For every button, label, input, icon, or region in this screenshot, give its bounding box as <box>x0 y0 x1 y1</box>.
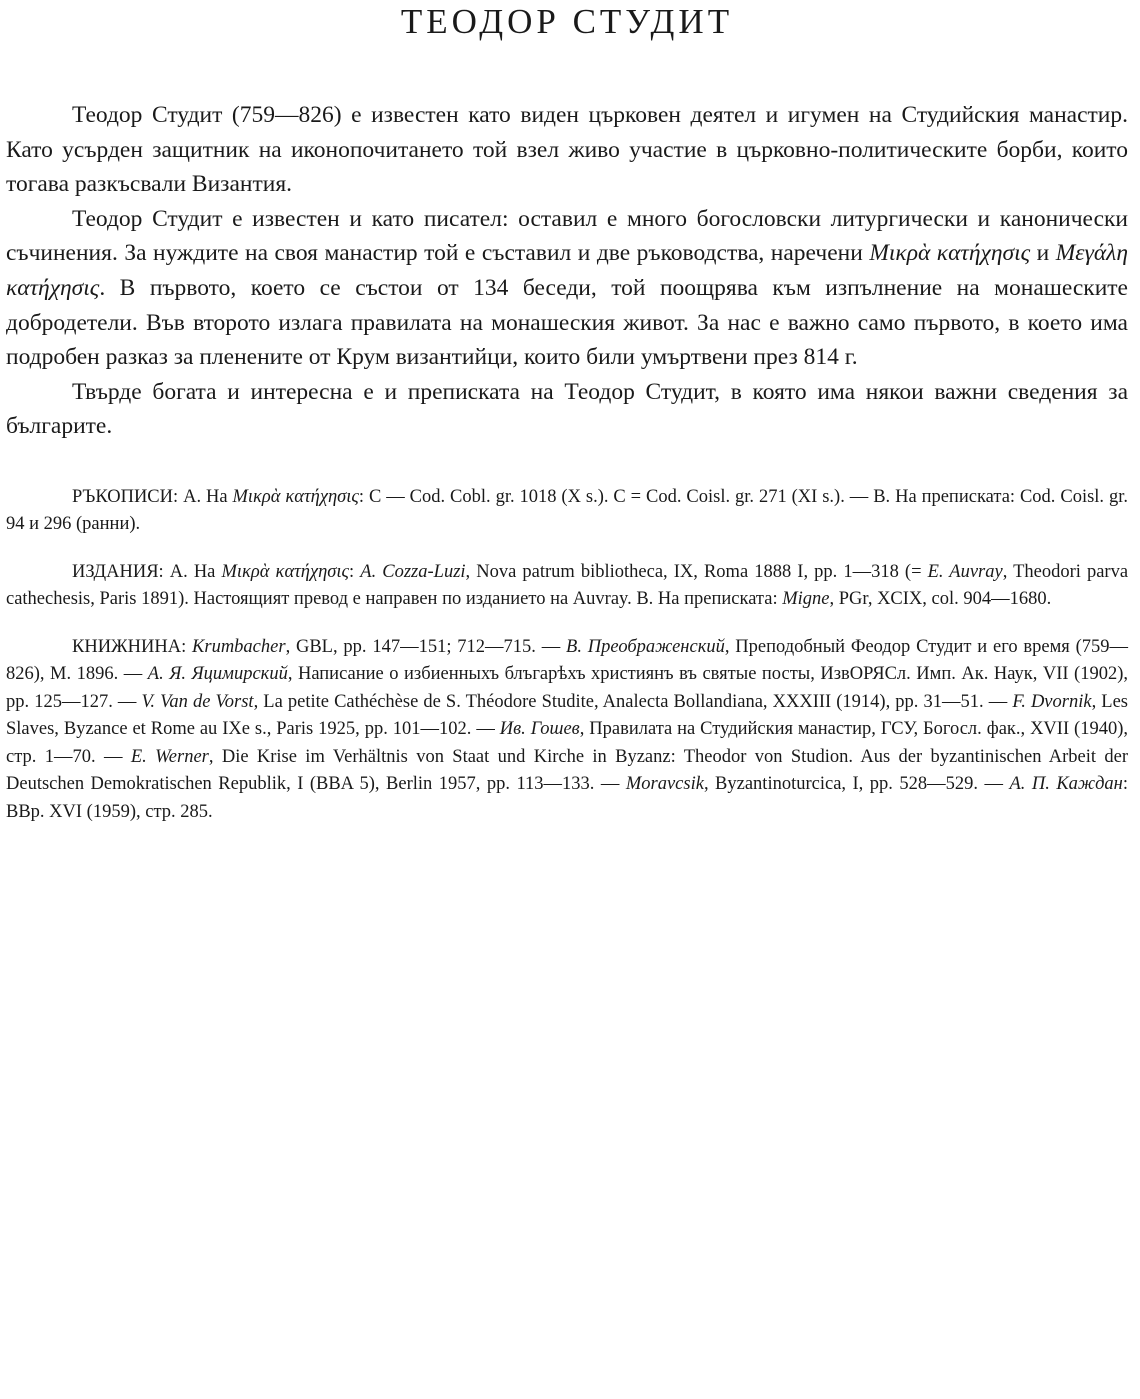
entry-text: , GBL, pp. 147—151; 712—715. — <box>285 636 567 657</box>
greek-title: Μεγάλη κατήχησις <box>6 240 1129 301</box>
author-name: В. Преображенский <box>566 636 725 657</box>
author-name: А. Я. Яцимирский <box>147 664 288 685</box>
entry-text: : C — Cod. Cobl. gr. 1018 (X s.). C = Cod. Coisl. gr. 271 (XI s.). — B. На преписката: Cod. Coisl. gr. 94 и 296 (ранни). <box>6 486 1128 535</box>
entry-text: , PGr, XCIX, col. 904—1680. <box>829 589 1052 610</box>
author-name: А. П. Каждан <box>1009 774 1123 795</box>
paragraph-text: . В първото, което се състои от 134 беседи, той поощрява към изпълнение на монашеските добродетели. Във второто излага правилата на монашеския живот. За нас е важно само първото, в което има подробен разказ за пленените от Крум византийци, които били умъртвени през 814 г. <box>6 274 1128 371</box>
editions-label: ИЗДАНИЯ <box>72 561 159 582</box>
document-page <box>6 0 1128 826</box>
paragraph-text: и <box>1030 240 1056 267</box>
author-name: V. Van de Vorst <box>141 691 254 712</box>
entry-text: : BBp. XVI (1959), стр. 285. <box>6 774 1129 822</box>
greek-title: Μικρὰ κατήχησις <box>869 240 1031 267</box>
editions-entry <box>6 559 1128 614</box>
page-title: ТЕОДОР СТУДИТ <box>400 2 734 41</box>
author-name: E. Auvray <box>927 561 1003 582</box>
manuscripts-entry <box>6 484 1128 539</box>
greek-title: Μικρὰ κατήχησις <box>221 561 350 582</box>
references-section <box>6 484 1128 827</box>
paragraph-intro: Теодор Студит (759—826) е известен като виден църковен деятел и игумен на Студийския манастир. Като усърден защитник на иконопочитането той взел живо участие в църковно-политическите борби, които тогава разкъсвали Византия. <box>6 102 1128 198</box>
entry-text: : <box>181 636 193 657</box>
literature-label: КНИЖНИНА <box>72 636 182 657</box>
author-name: A. Cozza-Luzi <box>360 561 466 582</box>
greek-title: Μικρὰ κατήχησις <box>232 486 359 507</box>
paragraph-writings <box>6 202 1128 375</box>
entry-text: , Theodori parva cathechesis, Paris 1891). Настоящият превод е направен по изданието на Auvray. В. На преписката: <box>6 561 1129 610</box>
author-name: F. Dvornik <box>1012 691 1092 712</box>
entry-text: : <box>349 561 361 582</box>
main-text <box>6 98 1128 444</box>
literature-entry <box>6 634 1128 827</box>
author-name: Krumbacher <box>192 636 286 657</box>
paragraph-correspondence: Твърде богата и интересна е и преписката на Теодор Студит, в която има някои важни сведения за българите. <box>6 378 1128 440</box>
author-name: Ив. Гошев <box>499 719 580 740</box>
author-name: E. Werner <box>130 746 209 767</box>
manuscripts-label: РЪКОПИСИ <box>72 486 174 507</box>
entry-text: , Правилата на Студийския манастир, ГСУ, Богосл. фак., XVII (1940), стр. 1—70. — <box>6 719 1128 767</box>
author-name: Moravcsik <box>625 774 704 795</box>
author-name: Migne <box>782 589 830 610</box>
entry-text: , Byzantinoturcica, I, pp. 528—529. — <box>703 774 1010 795</box>
entry-text: , Преподобный Феодор Студит и его время (759—826), М. 1896. — <box>6 636 1129 685</box>
entry-text: , Les Slaves, Byzance et Rome au IXe s., Paris 1925, pp. 101—102. — <box>6 691 1128 740</box>
entry-text: : А. На <box>173 486 233 507</box>
entry-text: , Написание о избиенныхъ блъгарѣхъ християнъ въ святые посты, ИзвОРЯСл. Имп. Ак. Наук, VII (1902), pp. 125—127. — <box>6 664 1128 712</box>
entry-text: , La petite Cathéchèse de S. Théodore Studite, Analecta Bollandiana, XXXIII (1914), pp. 31—51. — <box>253 691 1013 712</box>
paragraph-text: Теодор Студит е известен и като писател: оставил е много богословски литургически и канонически съчинения. За нуждите на своя манастир той е съставил и две ръководства, наречени <box>6 205 1128 267</box>
entry-text: , Nova patrum bibliotheca, IX, Roma 1888 I, pp. 1—318 (= <box>465 561 928 582</box>
entry-text: , Die Krise im Verhältnis von Staat und Kirche in Byzanz: Theodor von Studion. Aus der byzantinischen Arbeit der Deutschen Demokratischen Republik, I (BBA 5), Berlin 1957, pp. 113—133. — <box>6 746 1128 795</box>
entry-text: : А. На <box>158 561 222 582</box>
